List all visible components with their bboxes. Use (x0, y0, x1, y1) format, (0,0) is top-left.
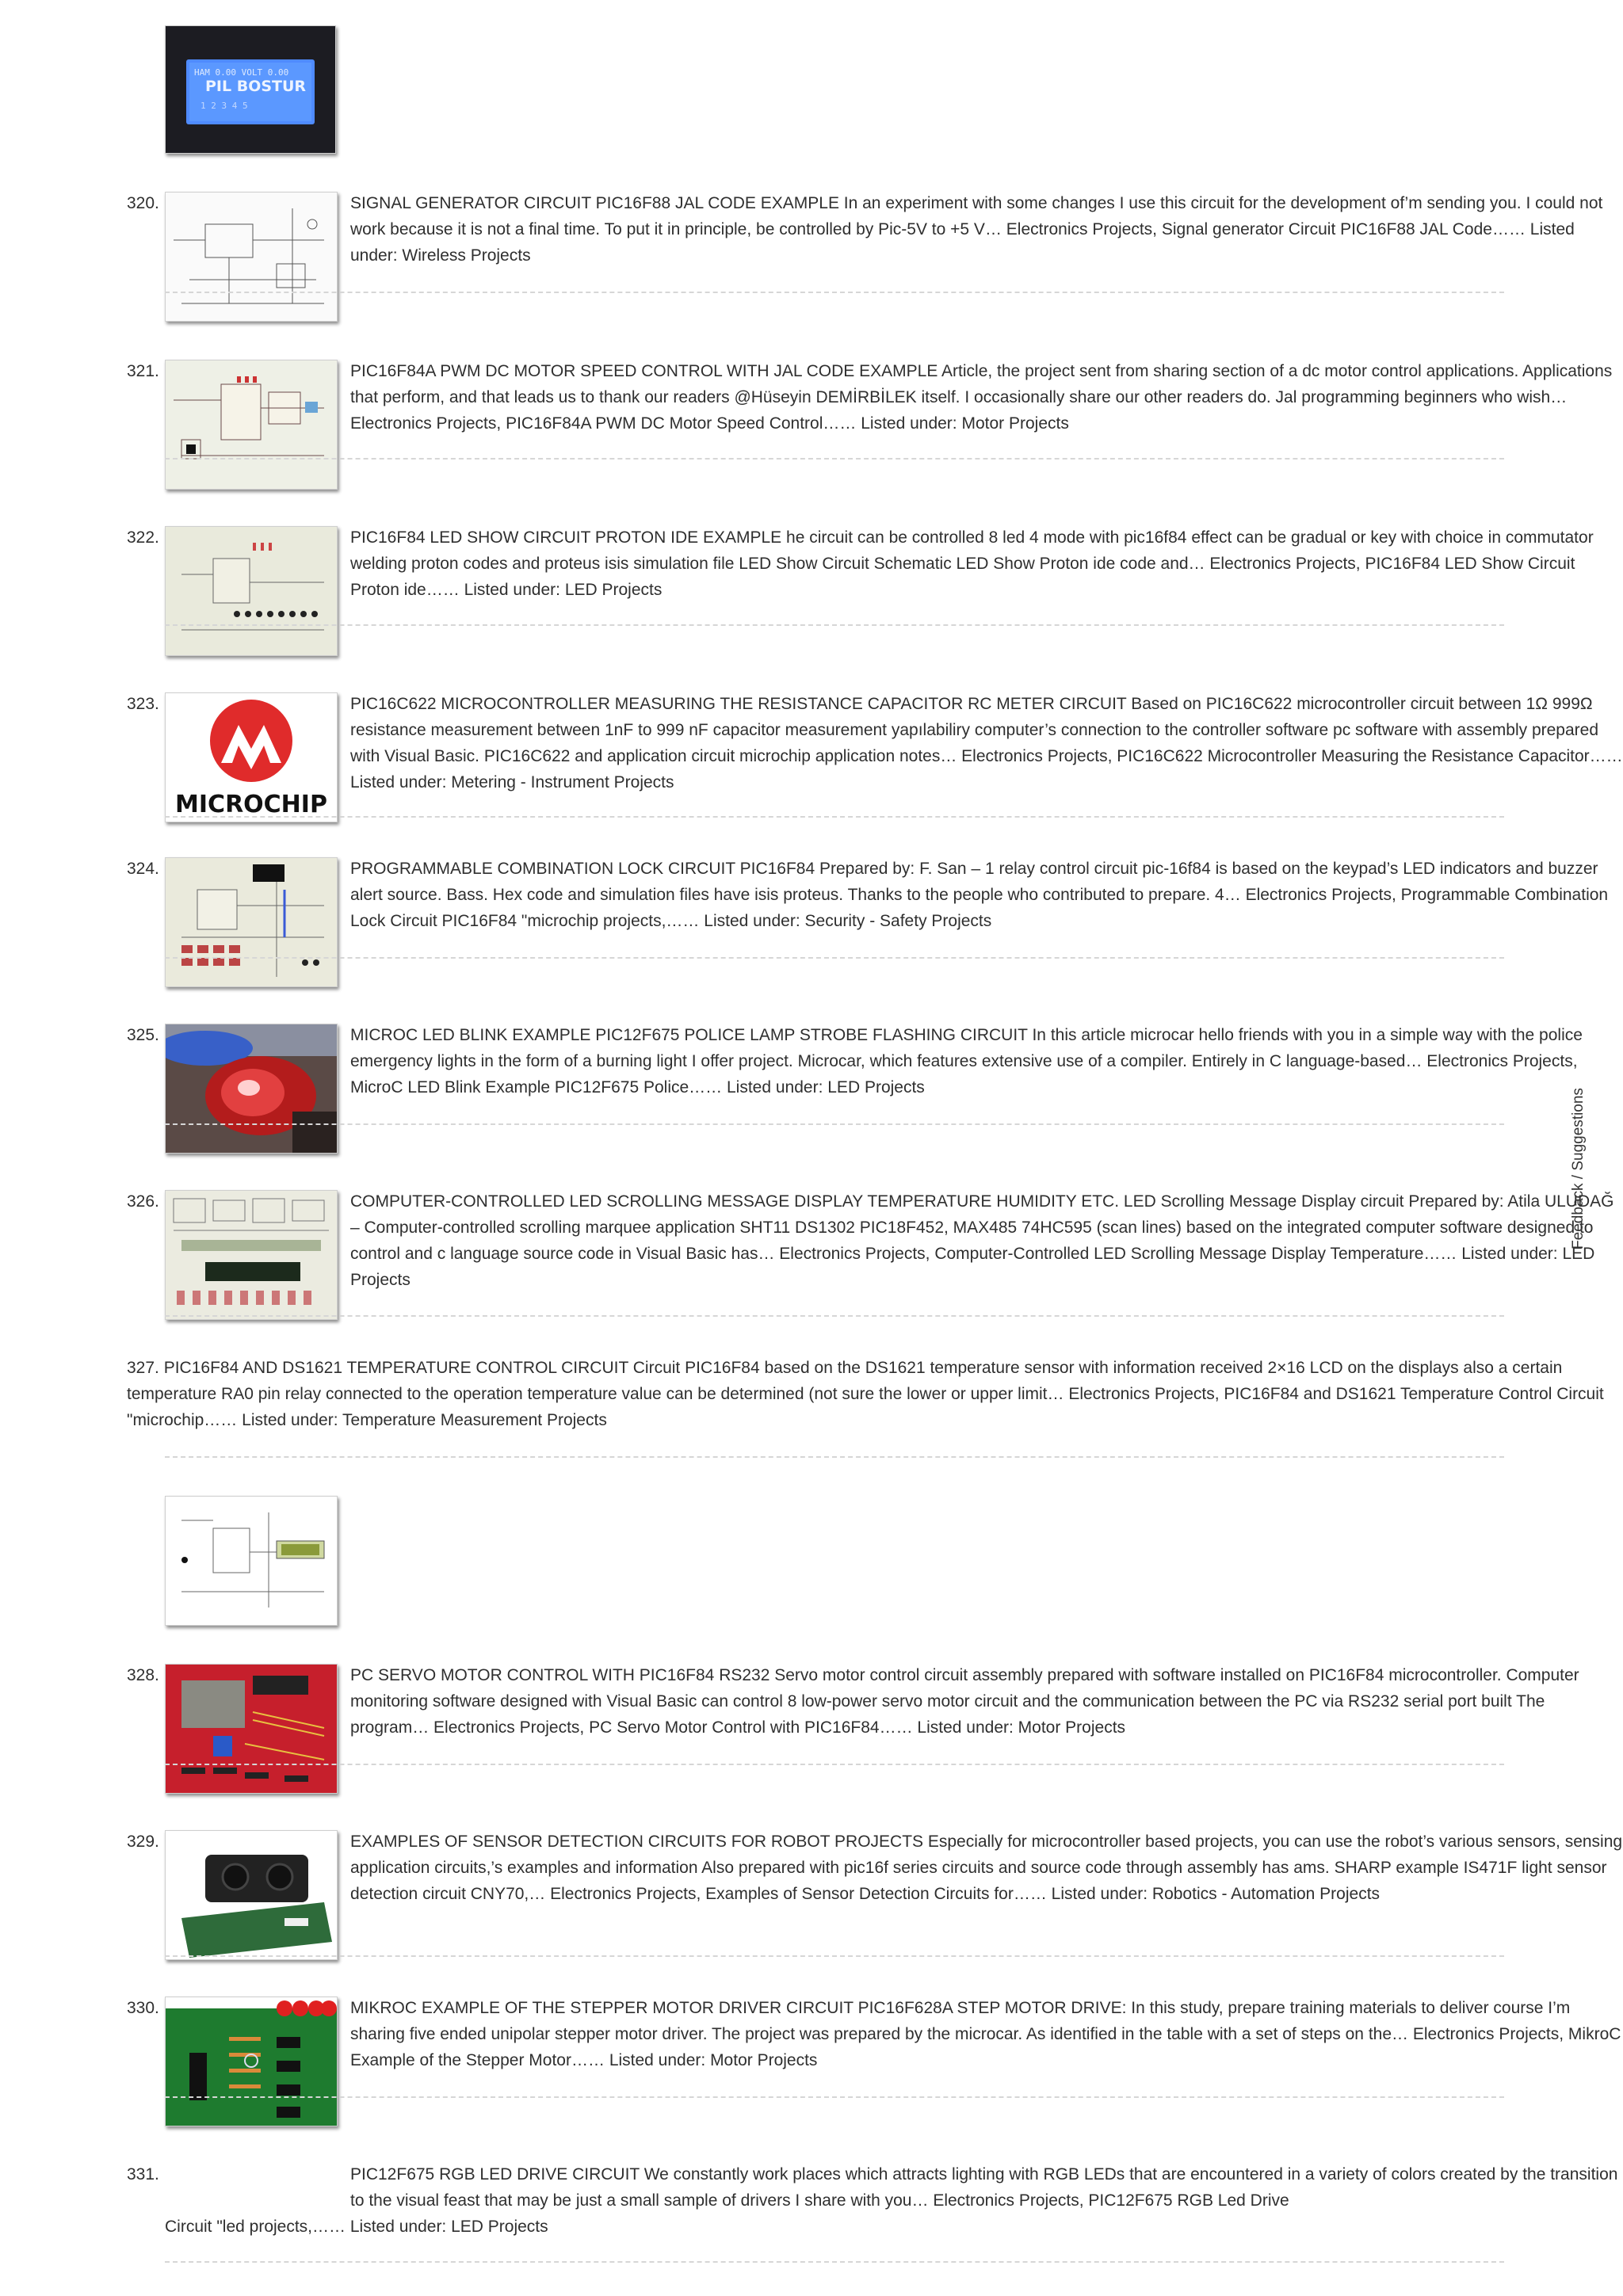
schematic-image (166, 527, 337, 655)
schematic-image (166, 1191, 337, 1319)
schematic-thumbnail[interactable] (165, 192, 338, 322)
item-divider (165, 1315, 1504, 1317)
list-item (127, 1355, 1604, 1624)
feedback-label: Feedback / Suggestions (1570, 1088, 1587, 1249)
lcd-photo-thumbnail[interactable] (165, 25, 336, 154)
item-description-continued[interactable]: Circuit "led projects,…… Listed under: LED Projects (165, 2218, 548, 2236)
schematic-thumbnail[interactable] (165, 526, 338, 656)
item-description[interactable]: PIC16C622 MICROCONTROLLER MEASURING THE RESISTANCE CAPACITOR RC METER CIRCUIT Based on PIC16C622 microcontroller circuit between 1Ω 999Ω resistance measurement between 1nF to 999 nF capacitor measurement yapılabiliry computer’s connection to the controller software pc software with assembly prepared with Visual Basic. PIC16C622 and application circuit microchip application notes… Electronics Projects, PIC16C622 Microcontroller Measuring the Resistance Capacitor…… Listed under: Metering - Instrument Projects (350, 695, 1623, 791)
item-number: 330. (127, 1999, 159, 2017)
item-description[interactable]: SIGNAL GENERATOR CIRCUIT PIC16F88 JAL CODE EXAMPLE In an experiment with some changes I use this circuit for the development of’m sending you. I could not work because it is not a final time. To put it in principle, be controlled by Pic-5V to +5 V… Electronics Projects, Signal generator Circuit PIC16F88 JAL Code…… Listed under: Wireless Projects (350, 194, 1603, 265)
item-description[interactable]: PC SERVO MOTOR CONTROL WITH PIC16F84 RS232 Servo motor control circuit assembly prepared with software installed on PIC16F84 microcontroller. Computer monitoring software designed with Visual Basic can control 8 low-power servo motor circuit and the communication between the PC via RS232 serial port built The program… Electronics Projects, PC Servo Motor Control with PIC16F84…… Listed under: Motor Projects (350, 1666, 1579, 1737)
schematic-thumbnail[interactable] (165, 1190, 338, 1320)
list-item (127, 1188, 1614, 1331)
item-divider (165, 458, 1504, 460)
servo-pcb-photo (166, 1665, 337, 1793)
list-item (127, 691, 1623, 841)
item-divider (165, 2096, 1504, 2098)
schematic-image (166, 193, 337, 321)
lcd-line-1: HAM 0.00 VOLT 0.00 (194, 67, 289, 78)
list-item (127, 1829, 1623, 1979)
item-divider (165, 1123, 1504, 1125)
item-number: 324. (127, 860, 159, 878)
item-divider (165, 816, 1504, 818)
item-number: 328. (127, 1666, 159, 1684)
lcd-photo-image (166, 26, 335, 153)
item-description[interactable]: EXAMPLES OF SENSOR DETECTION CIRCUITS FOR ROBOT PROJECTS Especially for microcontroller based projects, you can use the robot’s various sensors, sensing application circuits,’s examples and information Also prepared with pic16f series circuits and source code through assembly has ams. SHARP example IS471F light sensor detection circuit CNY70,… Electronics Projects, Examples of Sensor Detection Circuits for…… Listed under: Robotics - Automation Projects (350, 1833, 1623, 1903)
item-description[interactable]: PROGRAMMABLE COMBINATION LOCK CIRCUIT PIC16F84 Prepared by: F. San – 1 relay control circuit pic-16f84 is based on the keypad’s LED indicators and buzzer alert source. Bass. Hex code and simulation files have isis proteus. Thanks to the people who contributed to prepare. 4… Electronics Projects, Programmable Combination Lock Circuit PIC16F84 "microchip projects,…… Listed under: Security - Safety Projects (350, 860, 1609, 930)
stepper-pcb-photo-thumbnail[interactable] (165, 1997, 338, 2126)
item-divider (165, 2261, 1504, 2263)
item-description[interactable]: COMPUTER-CONTROLLED LED SCROLLING MESSAGE DISPLAY TEMPERATURE HUMIDITY ETC. LED Scrolling Message Display circuit Prepared by: Atila ULUDAĞ – Computer-controlled scrolling marquee application SHT11 DS1302 PIC18F452, MAX485 74HC595 (scan lines) based on the integrated computer software designed to control and c language source code in Visual Basic has… Electronics Projects, Computer-Controlled LED Scrolling Message Display Temperature…… Listed under: LED Projects (350, 1192, 1614, 1289)
item-description[interactable]: MICROC LED BLINK EXAMPLE PIC12F675 POLICE LAMP STROBE FLASHING CIRCUIT In this article microcar hello friends with you in a simple way with the police emergency lights in the form of a burning light I offer project. Microcar, which features extensive use of a compiler. Entirely in C language-based… Electronics Projects, MicroC LED Blink Example PIC12F675 Police…… Listed under: LED Projects (350, 1026, 1583, 1097)
list-item (127, 524, 1594, 667)
microchip-logo-text: MICROCHIP (175, 791, 327, 818)
item-description[interactable]: PIC12F675 RGB LED DRIVE CIRCUIT We constantly work places which attracts lighting with RGB LEDs that are encountered in a variety of colors created by the transition to the visual feast that may be just a small sample of drivers I share with you… Electronics Projects, PIC12F675 RGB Led Drive (350, 2165, 1618, 2210)
item-divider (165, 292, 1504, 293)
item-number: 326. (127, 1192, 159, 1211)
item-number: 323. (127, 695, 159, 713)
item-number: 322. (127, 528, 159, 547)
item-description[interactable]: PIC16F84A PWM DC MOTOR SPEED CONTROL WITH JAL CODE EXAMPLE Article, the project sent from sharing section of a dc motor control applications. Applications that perform, and that leads us to thank our readers @Hüseyin DEMİRBİLEK itself. I occasionally share our other readers do. Jal programming beginners who wish… Electronics Projects, PIC16F84A PWM DC Motor Speed Control…… Listed under: Motor Projects (350, 362, 1613, 433)
item-number: 325. (127, 1026, 159, 1044)
list-item (127, 856, 1609, 998)
police-lamp-photo (166, 1024, 337, 1153)
item-description[interactable]: PIC16F84 LED SHOW CIRCUIT PROTON IDE EXAMPLE he circuit can be controlled 8 led 4 mode with pic16f84 effect can be gradual or key with choice in commutator welding proton codes and proteus isis simulation file LED Show Circuit Schematic LED Show Proton ide code and… Electronics Projects, PIC16F84 LED Show Circuit Proton ide…… Listed under: LED Projects (350, 528, 1594, 599)
item-divider (165, 624, 1504, 626)
item-text: PIC16F84 AND DS1621 TEMPERATURE CONTROL CIRCUIT Circuit PIC16F84 based on the DS1621 temperature sensor with information received 2×16 LCD on the displays also a certain temperature RA0 pin relay connected to the operation temperature value can be determined (not sure the lower or upper limit… Electronics Projects, PIC16F84 and DS1621 Temperature Control Circuit "microchip…… Listed under: Temperature Measurement Projects (127, 1359, 1604, 1429)
item-divider (165, 1456, 1504, 1458)
schematic-thumbnail[interactable] (165, 1496, 338, 1626)
item-divider (165, 957, 1504, 959)
microchip-logo-image (166, 693, 337, 822)
item-divider (165, 1955, 1504, 1957)
sensor-photo-thumbnail[interactable] (165, 1830, 338, 1960)
lcd-line-2: PIL BOSTUR (205, 78, 307, 95)
list-item (127, 190, 1603, 333)
list-item (127, 1662, 1579, 1805)
list-item (127, 1022, 1583, 1165)
schematic-thumbnail[interactable] (165, 857, 338, 987)
lcd-line-3: 1 2 3 4 5 (200, 101, 248, 111)
servo-pcb-photo-thumbnail[interactable] (165, 1664, 338, 1794)
list-item (127, 2161, 1618, 2296)
item-divider (165, 1764, 1504, 1765)
list-item (127, 1995, 1621, 2138)
schematic-image (166, 360, 337, 489)
item-number: 329. (127, 1833, 159, 1851)
schematic-image (166, 858, 337, 986)
schematic-thumbnail[interactable] (165, 360, 338, 490)
police-lamp-photo-thumbnail[interactable] (165, 1024, 338, 1154)
schematic-image (166, 1497, 337, 1625)
stepper-pcb-photo (166, 1997, 337, 2126)
item-number: 321. (127, 362, 159, 380)
item-number: 327. (127, 1359, 159, 1377)
list-item (127, 358, 1613, 501)
microchip-logo-thumbnail[interactable] (165, 692, 338, 822)
sensor-photo (166, 1831, 337, 1959)
feedback-tab[interactable] (1563, 1081, 1594, 1256)
item-number: 331. (127, 2165, 159, 2183)
item-number: 320. (127, 194, 159, 212)
item-description[interactable] (127, 1355, 1623, 1433)
item-description[interactable]: MIKROC EXAMPLE OF THE STEPPER MOTOR DRIVER CIRCUIT PIC16F628A STEP MOTOR DRIVE: In this study, prepare training materials to deliver course I’m sharing five ended unipolar stepper motor driver. The project was prepared by the microcar. As identified in the table with a set of steps on the… Electronics Projects, MikroC Example of the Stepper Motor…… Listed under: Motor Projects (350, 1999, 1621, 2069)
